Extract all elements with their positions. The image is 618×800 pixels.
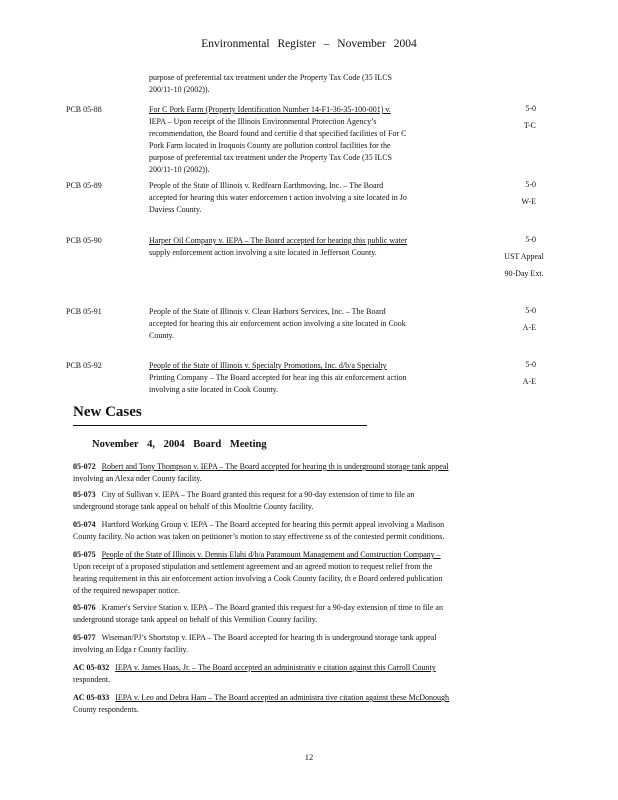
vote-tally: 5-0 T-C (524, 100, 536, 134)
text-line: Pork Farm located in Iroquois County are pollution control facilities for the (149, 141, 391, 151)
text-line: underground storage tank appeal on behalf of this Vermilion County facility. (73, 615, 318, 625)
new-case-number: AC 05-032 (73, 663, 110, 672)
case-type: W-E (521, 197, 536, 206)
text-line: For C Pork Farm (Property Identification Number 14-F1-36-35-100-001) v. (149, 105, 391, 114)
text-line: 200/11-10 (2002)). (149, 165, 210, 175)
text-line: People of the State of Illinois v. Redfearn Earthmoving, Inc. – The Board (149, 181, 384, 190)
text-line: recommendation, the Board found and certifie d that specified facilities of For C (149, 129, 407, 139)
text-line: Daviess County. (149, 205, 202, 215)
text-line: involving an Alexa nder County facility. (73, 474, 202, 484)
case-number: PCB 05-91 (66, 307, 102, 316)
text-line: Upon receipt of a proposed stipulation and settlement agreement and an agreed motion to request relief from the (73, 562, 433, 572)
text-line: County facility. No action was taken on petitioner’s motion to stay effectivene ss of the contested permit conditions. (73, 532, 445, 542)
text-line: County. (149, 331, 175, 341)
vote-tally: 5-0 (525, 235, 536, 244)
text-line: Harper Oil Company v. IEPA – The Board accepted for hearing this public water (149, 236, 408, 245)
text-line: County respondents. (73, 705, 139, 715)
section-divider (73, 425, 367, 426)
new-case-item: 05-076 Kramer's Service Station v. IEPA – The Board granted this request for a 90-day extension of time to file an underground storage tank appeal on behalf of this Vermilion County facility. (73, 602, 535, 626)
case-entry-text (149, 104, 469, 177)
vote-tally: 5-0 A-E (523, 302, 536, 336)
case-type: UST Appeal 90-Day Ext. (504, 252, 544, 278)
text-line: People of the State of Illinois v. Specialty Promotions, Inc. d/b/a Specialty (149, 361, 387, 370)
case-number: PCB 05-88 (66, 105, 102, 114)
new-case-item: AC 05-033 IEPA v. Leo and Debra Ham – The Board accepted an administra tive citation against these McDonough County respondents. (73, 692, 535, 716)
text-line: of the required newspaper notice. (73, 586, 180, 596)
text-line: accepted for hearing this water enforcemen t action involving a site located in Jo (149, 193, 407, 203)
section-subtitle: November 4, 2004 Board Meeting (92, 439, 267, 450)
new-case-item: 05-077 Wiseman/PJ’s Shortstop v. IEPA – The Board accepted for hearing th is underground storage tank appeal involving an Edga r County facility. (73, 632, 535, 656)
new-case-number: 05-076 (73, 603, 96, 612)
new-case-item: 05-075 People of the State of Illinois v. Dennis Elahi d/b/a Paramount Management and Construction Company – Upon receipt of a proposed stipulation and settlement agreement and an agreed motion to request relief from the hearing requirement in this air enforcement action involving a Cook County facility, th e Board ordered publication of the required newspaper notice. (73, 549, 535, 597)
new-case-item: 05-073 City of Sullivan v. IEPA – The Board granted this request for a 90-day extension of time to file an underground storage tank appeal on behalf of this Moultrie County facility. (73, 489, 535, 513)
text-line: involving an Edga r County facility. (73, 645, 189, 655)
page-header: Environmental Register – November 2004 (201, 38, 417, 50)
carryover-text (149, 72, 469, 96)
vote-tally: 5-0 A-E (523, 356, 536, 390)
page-number: 12 (304, 752, 314, 762)
new-case-number: 05-073 (73, 490, 96, 499)
text-line: purpose of preferential tax treatment under the Property Tax Code (35 ILCS (149, 153, 392, 163)
section-title: New Cases (73, 404, 142, 420)
case-type: T-C (523, 121, 536, 130)
text-line: purpose of preferential tax treatment under the Property Tax Code (35 ILCS (149, 73, 392, 82)
text-line: hearing requirement in this air enforcement action involving a Cook County facility, th e Board ordered publication (73, 574, 443, 584)
text-line: supply enforcement action involving a site located in Jefferson County. (149, 248, 377, 258)
case-entry-text (149, 306, 469, 342)
case-number: PCB 05-90 (66, 236, 102, 245)
text-line: involving a site located in Cook County. (149, 385, 279, 395)
new-case-item: 05-074 Hartford Working Group v. IEPA – The Board accepted for hearing this permit appeal involving a Madison County facility. No action was taken on petitioner’s motion to stay effectivene ss of the contested permit conditions. (73, 519, 535, 543)
case-number: PCB 05-92 (66, 361, 102, 370)
new-case-number: 05-075 (73, 550, 96, 559)
new-case-item: 05-072 Robert and Tony Thompson v. IEPA – The Board accepted for hearing th is underground storage tank appeal involving an Alexa nder County facility. (73, 461, 535, 485)
new-case-number: AC 05-033 (73, 693, 110, 702)
case-number: PCB 05-89 (66, 181, 102, 190)
new-case-number: 05-072 (73, 462, 96, 471)
text-line: Printing Company – The Board accepted for hear ing this air enforcement action (149, 373, 407, 383)
text-line: accepted for hearing this air enforcement action involving a site located in Cook (149, 319, 406, 329)
case-entry-text (149, 180, 469, 216)
vote-tally: 5-0 W-E (521, 176, 536, 210)
text-line: underground storage tank appeal on behalf of this Moultrie County facility. (73, 502, 314, 512)
new-case-item: AC 05-032 IEPA v. James Haas, Jr. – The Board accepted an administrativ e citation against this Carroll County respondent. (73, 662, 535, 686)
case-entry-text (149, 360, 469, 396)
new-case-number: 05-074 (73, 520, 96, 529)
case-type: A-E (522, 323, 536, 332)
text-line: respondent. (73, 675, 111, 685)
case-entry-text (149, 235, 469, 259)
text-line: People of the State of Illinois v. Clean Harbors Services, Inc. – The Board (149, 307, 386, 316)
new-case-number: 05-077 (73, 633, 96, 642)
case-type: A-E (522, 377, 536, 386)
text-line: 200/11-10 (2002)). (149, 85, 210, 95)
text-line: IEPA – Upon receipt of the Illinois Environmental Protection Agency’s (149, 117, 377, 127)
